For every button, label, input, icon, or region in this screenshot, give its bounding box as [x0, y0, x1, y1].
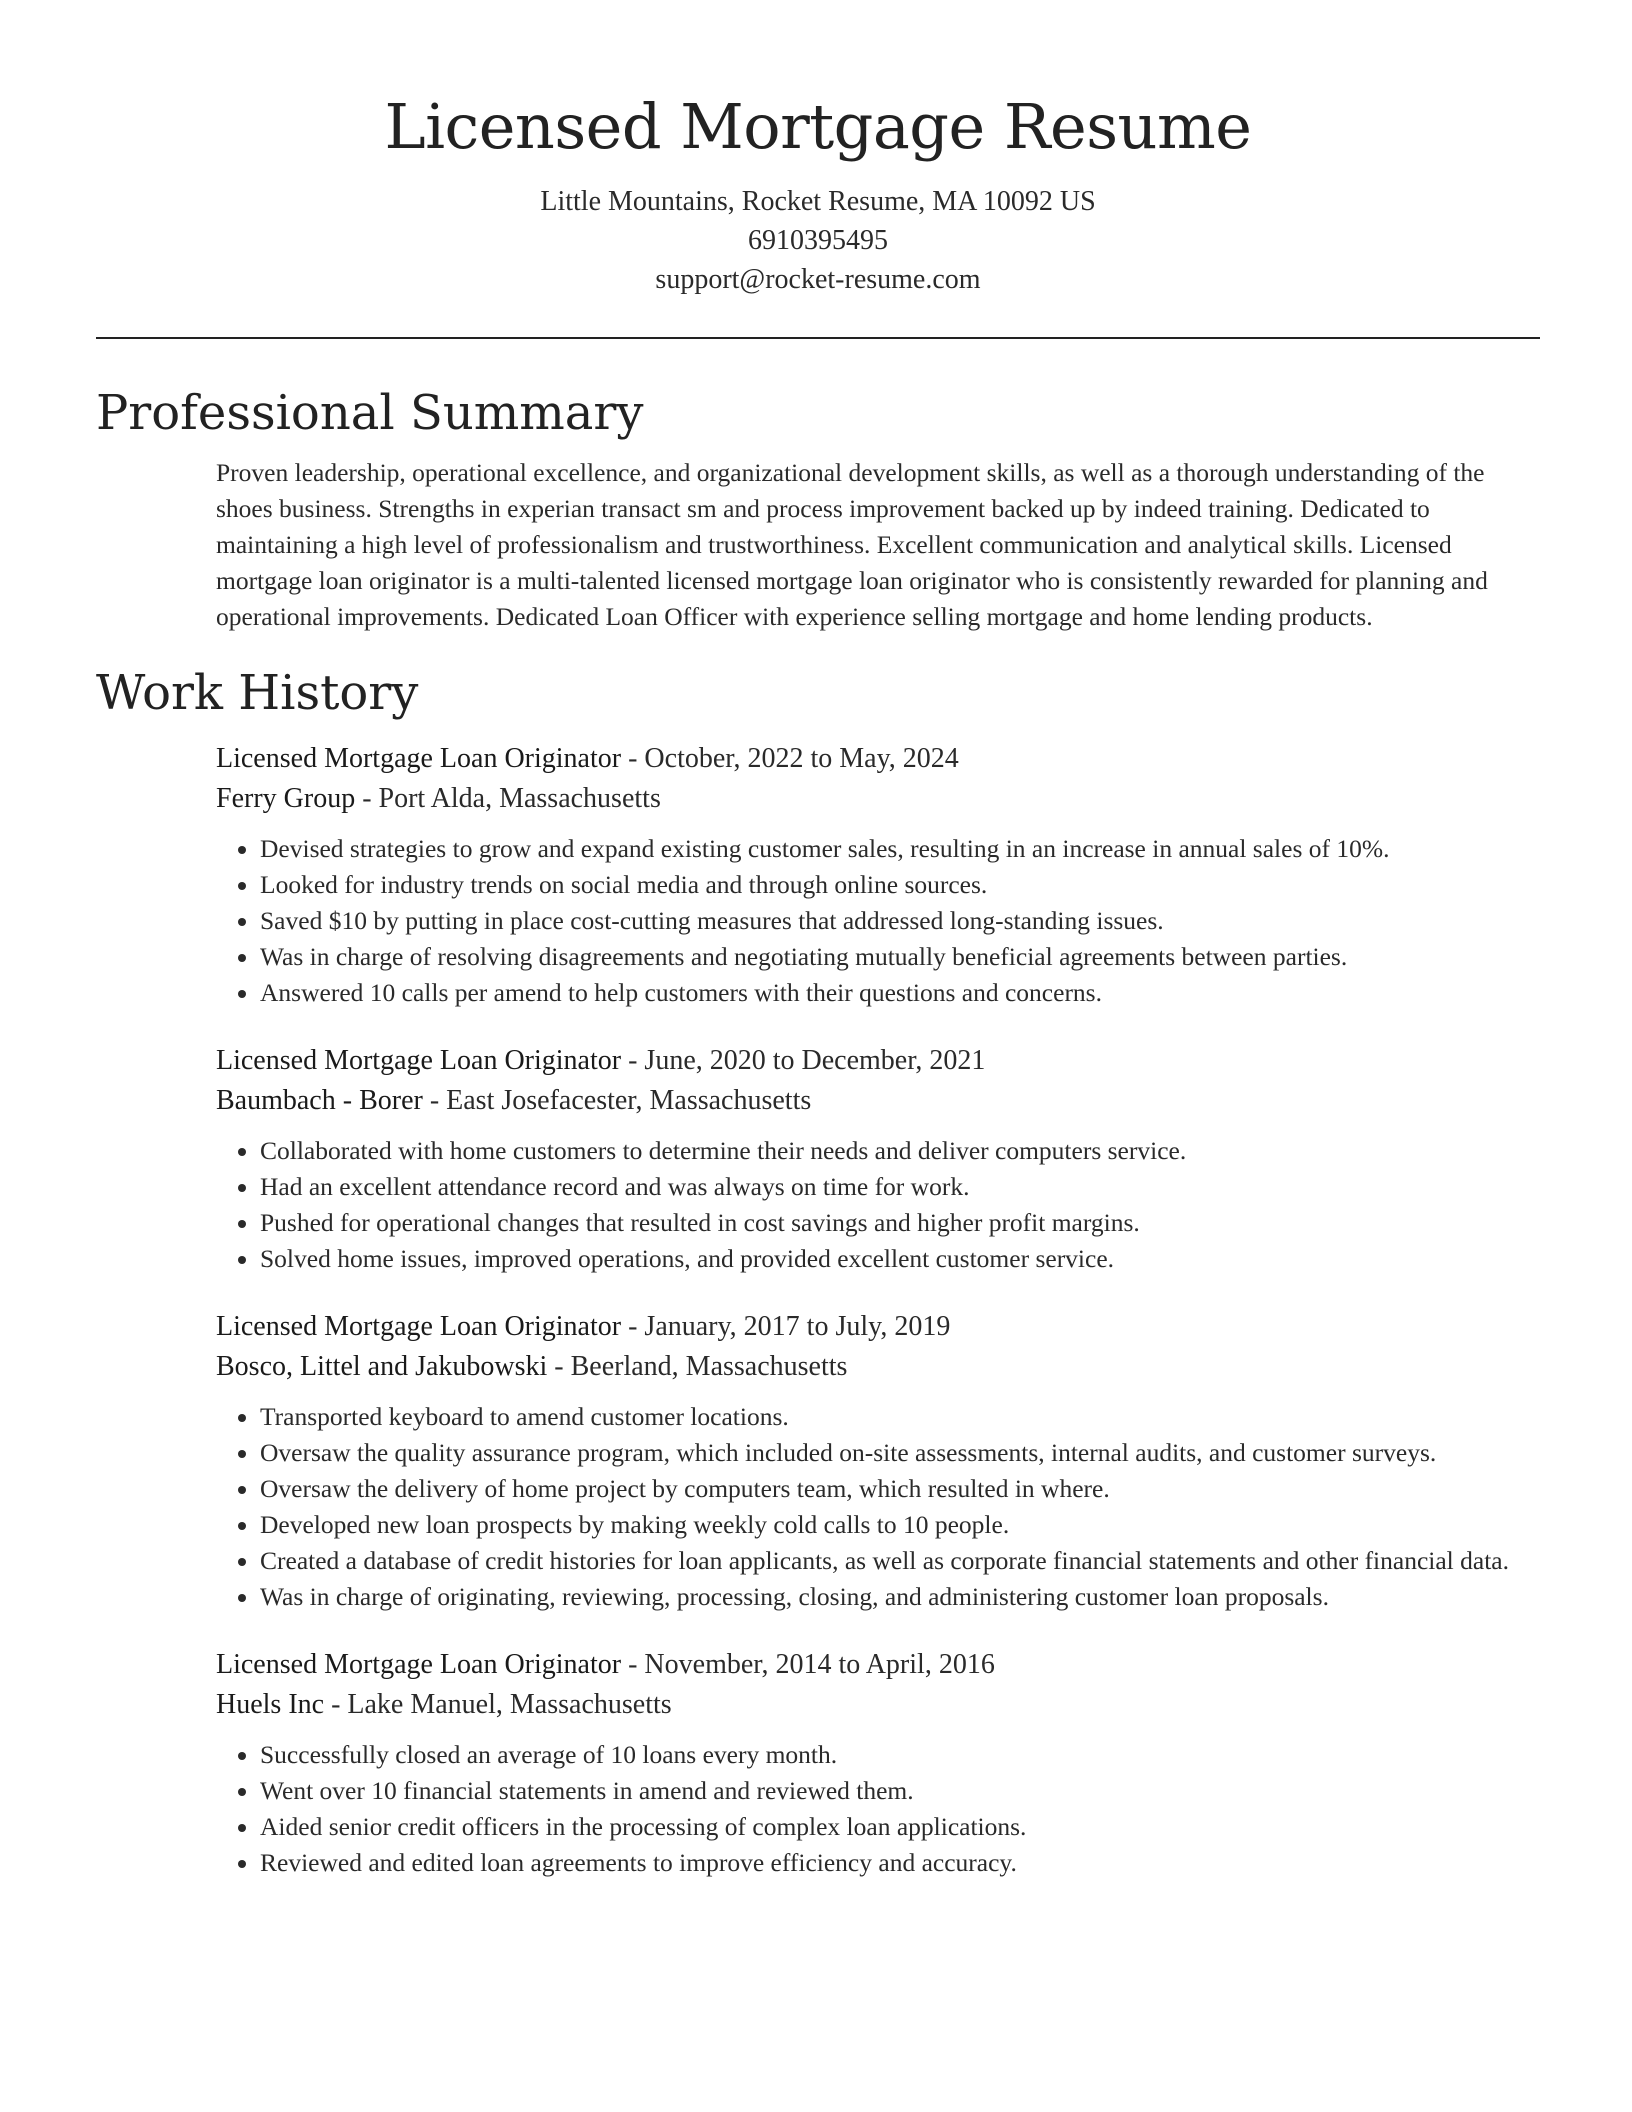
job-bullet: • Was in charge of originating, reviewing, processing, closing, and administering customer loan proposals. — [260, 1579, 1540, 1615]
job-location: - Port Alda, Massachusetts — [355, 783, 661, 814]
summary-heading: Professional Summary — [96, 385, 644, 441]
job-entry — [216, 1307, 1540, 1615]
job-bullet: • Oversaw the quality assurance program, which included on-site assessments, internal audits, and customer surveys. — [260, 1435, 1540, 1471]
job-location: - Beerland, Massachusetts — [547, 1351, 848, 1382]
job-title-line — [216, 1041, 1540, 1081]
job-title: Licensed Mortgage Loan Originator — [216, 1045, 622, 1076]
work-history-section — [96, 661, 1540, 1881]
job-bullet: • Created a database of credit histories for loan applicants, as well as corporate financial statements and other financial data. — [260, 1543, 1540, 1579]
work-history-heading: Work History — [96, 665, 419, 721]
job-title: Licensed Mortgage Loan Originator — [216, 743, 622, 774]
job-dates: - January, 2017 to July, 2019 — [621, 1311, 951, 1342]
job-bullet: • Successfully closed an average of 10 loans every month. — [260, 1737, 1540, 1773]
job-bullet: • Aided senior credit officers in the processing of complex loan applications. — [260, 1809, 1540, 1845]
job-bullet: • Solved home issues, improved operations, and provided excellent customer service. — [260, 1241, 1540, 1277]
resume-page — [96, 0, 1540, 1881]
resume-header — [96, 0, 1540, 299]
job-dates: - June, 2020 to December, 2021 — [621, 1045, 986, 1076]
job-company: Baumbach - Borer — [216, 1085, 423, 1116]
job-bullet-list — [216, 1133, 1540, 1277]
contact-address: Little Mountains, Rocket Resume, MA 10092 US — [540, 186, 1096, 217]
job-bullet: • Collaborated with home customers to determine their needs and deliver computers service. — [260, 1133, 1540, 1169]
job-dates: - November, 2014 to April, 2016 — [621, 1649, 995, 1680]
contact-block — [96, 182, 1540, 299]
job-company: Ferry Group — [216, 783, 356, 814]
job-bullet: • Devised strategies to grow and expand existing customer sales, resulting in an increase in annual sales of 10%. — [260, 831, 1540, 867]
job-company-line — [216, 1685, 1540, 1725]
job-location: - Lake Manuel, Massachusetts — [324, 1689, 672, 1720]
job-bullet: • Went over 10 financial statements in amend and reviewed them. — [260, 1773, 1540, 1809]
job-company: Bosco, Littel and Jakubowski — [216, 1351, 548, 1382]
header-divider — [96, 337, 1540, 339]
job-bullet-list — [216, 831, 1540, 1011]
job-title: Licensed Mortgage Loan Originator — [216, 1649, 622, 1680]
job-dates: - October, 2022 to May, 2024 — [621, 743, 959, 774]
job-bullet: • Transported keyboard to amend customer locations. — [260, 1399, 1540, 1435]
job-location: - East Josefacester, Massachusetts — [422, 1085, 812, 1116]
job-entry — [216, 739, 1540, 1011]
job-company-line — [216, 779, 1540, 819]
job-bullet-list — [216, 1737, 1540, 1881]
job-company-line — [216, 1081, 1540, 1121]
job-company: Huels Inc — [216, 1689, 325, 1720]
job-bullet: • Oversaw the delivery of home project by computers team, which resulted in where. — [260, 1471, 1540, 1507]
resume-title: Licensed Mortgage Resume — [384, 90, 1252, 163]
job-title-line — [216, 739, 1540, 779]
job-bullet: • Saved $10 by putting in place cost-cutting measures that addressed long-standing issues. — [260, 903, 1540, 939]
job-bullet-list — [216, 1399, 1540, 1615]
job-entry — [216, 1645, 1540, 1881]
job-bullet: • Had an excellent attendance record and was always on time for work. — [260, 1169, 1540, 1205]
job-entry — [216, 1041, 1540, 1277]
job-bullet: • Answered 10 calls per amend to help customers with their questions and concerns. — [260, 975, 1540, 1011]
job-bullet: • Reviewed and edited loan agreements to improve efficiency and accuracy. — [260, 1845, 1540, 1881]
work-history-body — [216, 739, 1540, 1881]
summary-body — [216, 455, 1540, 635]
job-bullet: • Pushed for operational changes that resulted in cost savings and higher profit margins. — [260, 1205, 1540, 1241]
job-company-line — [216, 1347, 1540, 1387]
contact-phone: 6910395495 — [748, 225, 888, 256]
job-bullet: • Looked for industry trends on social media and through online sources. — [260, 867, 1540, 903]
summary-text: Proven leadership, operational excellence, and organizational development skills, as well as a thorough understanding of the shoes business. Strengths in experian transact sm and process improvement backed up by indeed training. Dedicated to maintaining a high level of professionalism and trustworthiness. Excellent communication and analytical skills. Licensed mortgage loan originator is a multi-talented licensed mortgage loan originator who is consistently rewarded for planning and operational improvements. Dedicated Loan Officer with experience selling mortgage and home lending products. — [216, 458, 1488, 631]
job-title-line — [216, 1307, 1540, 1347]
contact-email: support@rocket-resume.com — [655, 264, 981, 295]
job-bullet: • Was in charge of resolving disagreements and negotiating mutually beneficial agreements between parties. — [260, 939, 1540, 975]
job-bullet: • Developed new loan prospects by making weekly cold calls to 10 people. — [260, 1507, 1540, 1543]
job-title: Licensed Mortgage Loan Originator — [216, 1311, 622, 1342]
summary-section — [96, 381, 1540, 635]
job-title-line — [216, 1645, 1540, 1685]
